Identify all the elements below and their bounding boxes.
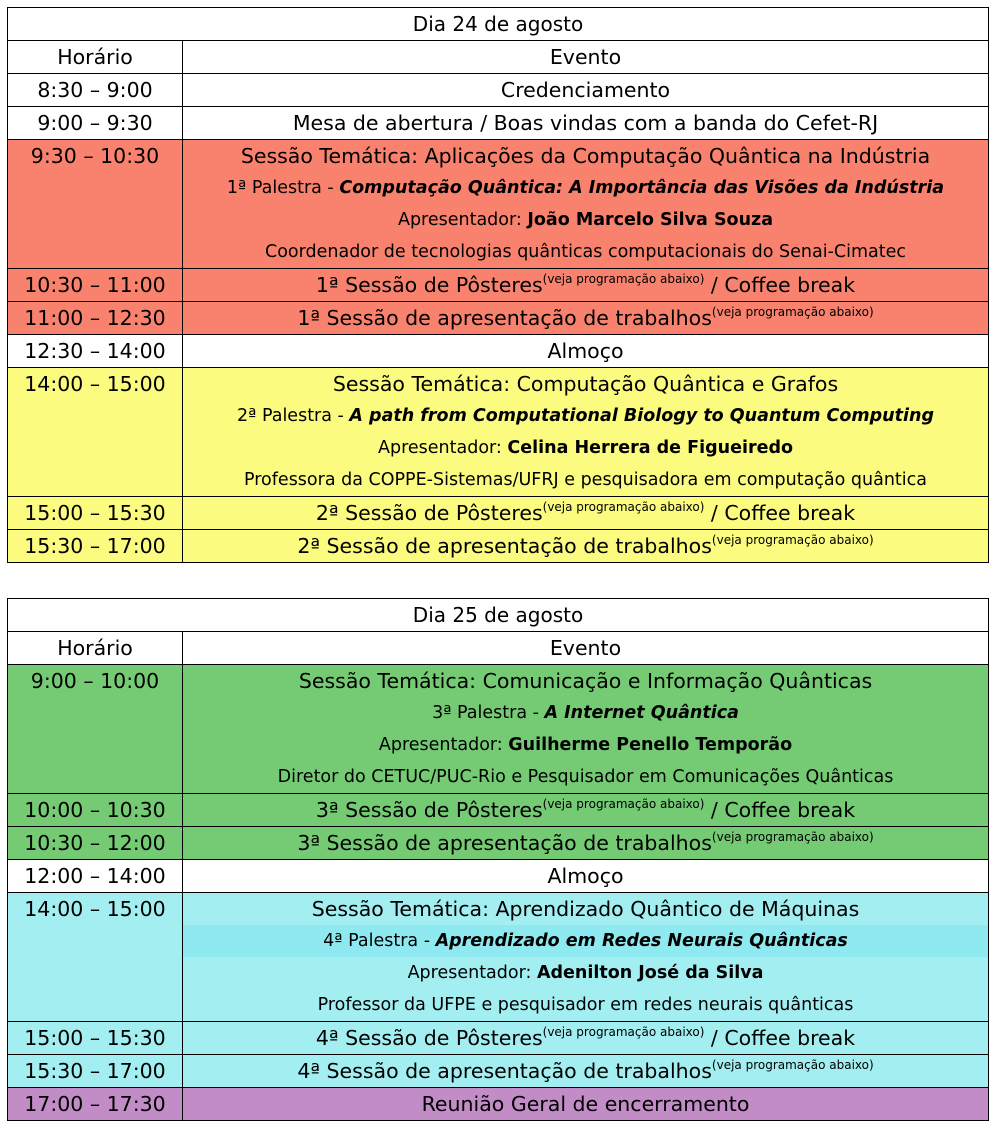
talk-line [183,925,988,957]
session-title: Sessão Temática: Aprendizado Quântico de Máquinas [311,897,860,921]
table-row [8,107,989,140]
row-time: 9:00 – 9:30 [8,107,183,140]
row-event: 4ª Sessão de Pôsteres [315,1026,543,1050]
header-event: Evento [183,41,989,74]
talk-title: Computação Quântica: A Importância das Visões da Indústria [339,178,945,198]
presenter-role: Coordenador de tecnologias quânticas computacionais do Senai-Cimatec [264,242,907,262]
table-row [8,827,989,860]
session-row [8,368,989,497]
presenter-line [183,729,988,761]
program-note: (veja programação abaixo) [542,272,705,286]
row-time: 9:30 – 10:30 [8,140,183,269]
row-time: 8:30 – 9:00 [8,74,183,107]
row-time: 10:30 – 12:00 [8,827,183,860]
talk-line [183,400,988,432]
row-event: 2ª Sessão de apresentação de trabalhos [297,534,712,558]
row-time: 9:00 – 10:00 [8,665,183,794]
session-cell [183,140,989,269]
row-time: 12:30 – 14:00 [8,335,183,368]
table-row [8,269,989,302]
session-title: Sessão Temática: Comunicação e Informação Quânticas [298,669,873,693]
session-cell [183,368,989,497]
talk-prefix: 4ª Palestra - [323,931,436,951]
talk-prefix: 2ª Palestra - [237,406,350,426]
row-time: 14:00 – 15:00 [8,368,183,497]
row-event: Reunião Geral de encerramento [183,1088,989,1121]
table-row [8,530,989,563]
row-event: Credenciamento [183,74,989,107]
row-event-cell [183,302,989,335]
talk-prefix: 1ª Palestra - [226,178,340,198]
table-row [8,1055,989,1088]
day-title: Dia 25 de agosto [8,599,989,632]
row-time: 12:00 – 14:00 [8,860,183,893]
session-cell [183,665,989,794]
table-row [8,335,989,368]
row-event: 2ª Sessão de Pôsteres [315,501,543,525]
program-note: (veja programação abaixo) [542,1025,705,1039]
program-note: (veja programação abaixo) [711,305,874,319]
table-row [8,497,989,530]
talk-line [183,172,988,204]
row-event-cell [183,497,989,530]
row-event: 1ª Sessão de apresentação de trabalhos [297,306,712,330]
presenter-role: Professora da COPPE-Sistemas/UFRJ e pesquisadora em computação quântica [244,470,927,490]
program-note: (veja programação abaixo) [711,533,874,547]
session-title: Sessão Temática: Computação Quântica e Grafos [332,372,839,396]
row-event-cell [183,827,989,860]
header-event: Evento [183,632,989,665]
talk-title: A Internet Quântica [544,703,739,723]
row-time: 11:00 – 12:30 [8,302,183,335]
row-event-suffix: / Coffee break [704,798,856,822]
row-time: 17:00 – 17:30 [8,1088,183,1121]
row-event: 1ª Sessão de Pôsteres [315,273,543,297]
session-cell [183,893,989,1022]
header-row [8,41,989,74]
day-title: Dia 24 de agosto [8,8,989,41]
row-time: 14:00 – 15:00 [8,893,183,1022]
presenter-label: Apresentador: [407,963,537,983]
header-time: Horário [8,41,183,74]
schedule-table-day-25 [7,598,989,1121]
presenter-role: Professor da UFPE e pesquisador em redes neurais quânticas [317,995,854,1015]
header-time: Horário [8,632,183,665]
schedule-table-day-24 [7,7,989,563]
day-title-row [8,8,989,41]
row-time: 15:30 – 17:00 [8,1055,183,1088]
presenter-label: Apresentador: [378,735,509,755]
program-note: (veja programação abaixo) [542,797,705,811]
presenter-name: Celina Herrera de Figueiredo [507,438,793,458]
row-event: Mesa de abertura / Boas vindas com a banda do Cefet-RJ [183,107,989,140]
table-row [8,74,989,107]
row-time: 10:00 – 10:30 [8,794,183,827]
talk-title: Aprendizado em Redes Neurais Quânticas [435,931,848,951]
row-event-cell [183,269,989,302]
row-time: 15:30 – 17:00 [8,530,183,563]
row-event: 3ª Sessão de Pôsteres [315,798,543,822]
row-event: Almoço [183,335,989,368]
talk-line [183,697,988,729]
row-time: 15:00 – 15:30 [8,1022,183,1055]
session-row [8,893,989,1022]
row-event-cell [183,794,989,827]
program-note: (veja programação abaixo) [542,500,705,514]
table-row [8,1022,989,1055]
presenter-line [183,957,988,989]
row-event-cell [183,1022,989,1055]
row-event-cell [183,1055,989,1088]
program-note: (veja programação abaixo) [711,1058,874,1072]
presenter-line [183,432,988,464]
header-row [8,632,989,665]
table-row [8,794,989,827]
session-row [8,665,989,794]
presenter-name: Guilherme Penello Temporão [508,735,793,755]
row-time: 10:30 – 11:00 [8,269,183,302]
talk-title: A path from Computational Biology to Quantum Computing [349,406,934,426]
table-row [8,302,989,335]
table-row [8,860,989,893]
row-event-suffix: / Coffee break [704,273,856,297]
row-event-cell [183,530,989,563]
row-event: 4ª Sessão de apresentação de trabalhos [297,1059,712,1083]
row-event: 3ª Sessão de apresentação de trabalhos [297,831,712,855]
row-event-suffix: / Coffee break [704,1026,856,1050]
presenter-label: Apresentador: [397,210,528,230]
row-event: Almoço [183,860,989,893]
session-title: Sessão Temática: Aplicações da Computação Quântica na Indústria [240,144,931,168]
program-note: (veja programação abaixo) [711,830,874,844]
day-title-row [8,599,989,632]
presenter-role: Diretor do CETUC/PUC-Rio e Pesquisador em Comunicações Quânticas [277,767,894,787]
session-row [8,140,989,269]
row-time: 15:00 – 15:30 [8,497,183,530]
talk-prefix: 3ª Palestra - [432,703,545,723]
presenter-name: Adenilton José da Silva [536,963,764,983]
presenter-name: João Marcelo Silva Souza [527,210,774,230]
presenter-label: Apresentador: [378,438,508,458]
presenter-line [183,204,988,236]
row-event-suffix: / Coffee break [704,501,856,525]
table-row [8,1088,989,1121]
